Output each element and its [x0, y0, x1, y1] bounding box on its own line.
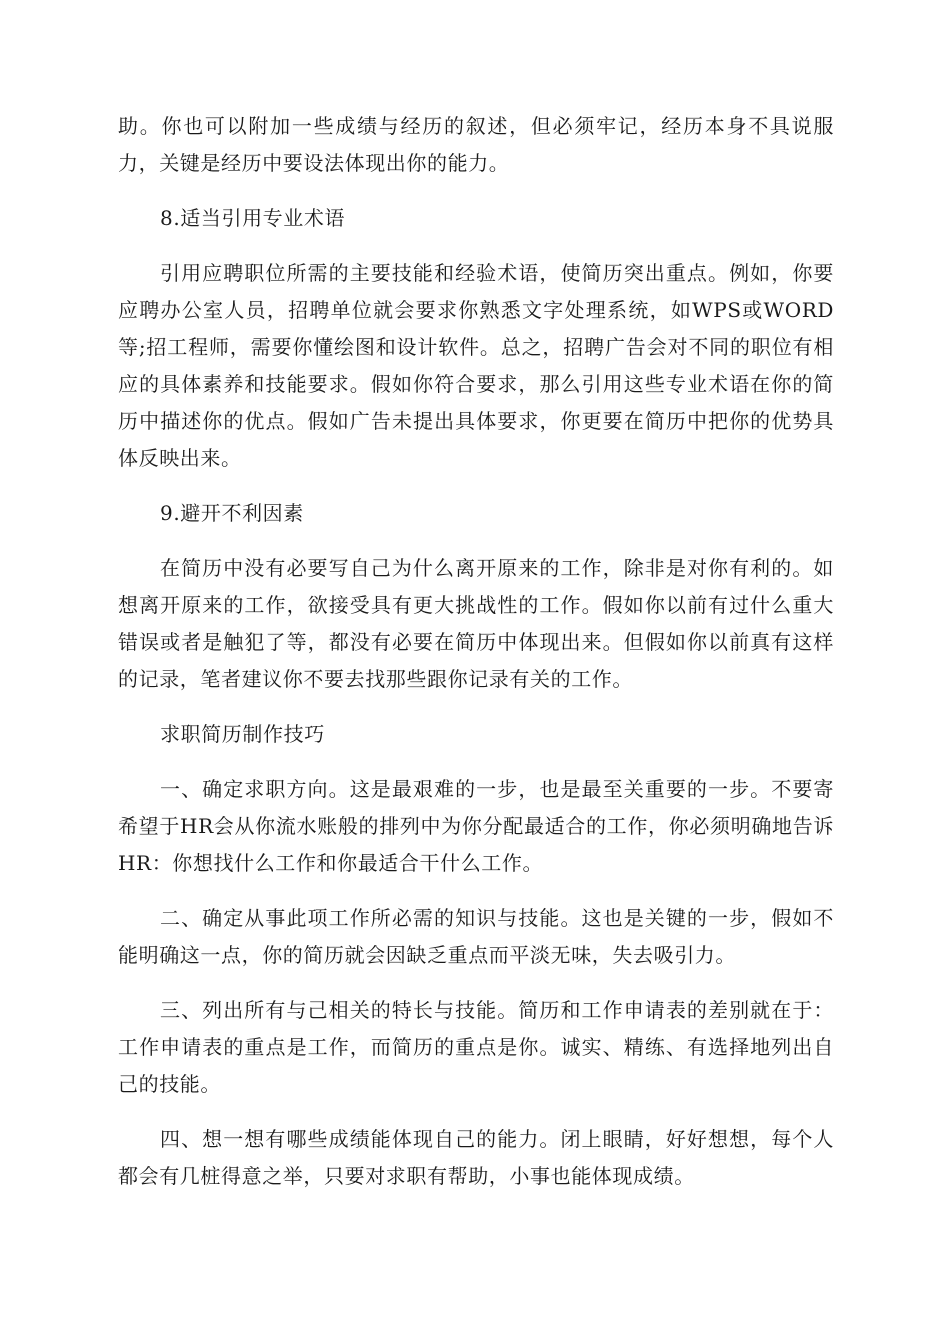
paragraph-tip-4: 四、想一想有哪些成绩能体现自己的能力。闭上眼睛，好好想想，每个人都会有几桩得意之举，只要对求职有帮助，小事也能体现成绩。 — [118, 1127, 834, 1188]
document-body — [118, 108, 834, 1213]
heading-avoid-negatives: 9.避开不利因素 — [160, 501, 304, 525]
paragraph-tip-3: 三、列出所有与己相关的特长与技能。简历和工作申请表的差别就在于：工作申请表的重点是工作，而简历的重点是你。诚实、精练、有选择地列出自己的技能。 — [118, 998, 834, 1096]
heading-resume-tips: 求职简历制作技巧 — [160, 722, 325, 746]
paragraph-continuation: 助。你也可以附加一些成绩与经历的叙述，但必须牢记，经历本身不具说服力，关键是经历中要设法体现出你的能力。 — [118, 114, 834, 175]
paragraph-tip-1: 一、确定求职方向。这是最艰难的一步，也是最至关重要的一步。不要寄希望于HR会从你流水账般的排列中为你分配最适合的工作，你必须明确地告诉HR：你想找什么工作和你最适合干什么工作。 — [118, 777, 834, 875]
paragraph-avoid-negatives: 在简历中没有必要写自己为什么离开原来的工作，除非是对你有利的。如想离开原来的工作，欲接受具有更大挑战性的工作。假如你以前有过什么重大错误或者是触犯了等，都没有必要在简历中体现出来。但假如你以前真有这样的记录，笔者建议你不要去找那些跟你记录有关的工作。 — [118, 556, 834, 691]
paragraph-tip-2: 二、确定从事此项工作所必需的知识与技能。这也是关键的一步，假如不能明确这一点，你的简历就会因缺乏重点而平淡无味，失去吸引力。 — [118, 906, 834, 967]
heading-terms: 8.适当引用专业术语 — [160, 206, 346, 230]
paragraph-terms: 引用应聘职位所需的主要技能和经验术语，使简历突出重点。例如，你要应聘办公室人员，招聘单位就会要求你熟悉文字处理系统，如WPS或WORD等;招工程师，需要你懂绘图和设计软件。总之，招聘广告会对不同的职位有相应的具体素养和技能要求。假如你符合要求，那么引用这些专业术语在你的简历中描述你的优点。假如广告未提出具体要求，你更要在简历中把你的优势具体反映出来。 — [118, 261, 834, 470]
